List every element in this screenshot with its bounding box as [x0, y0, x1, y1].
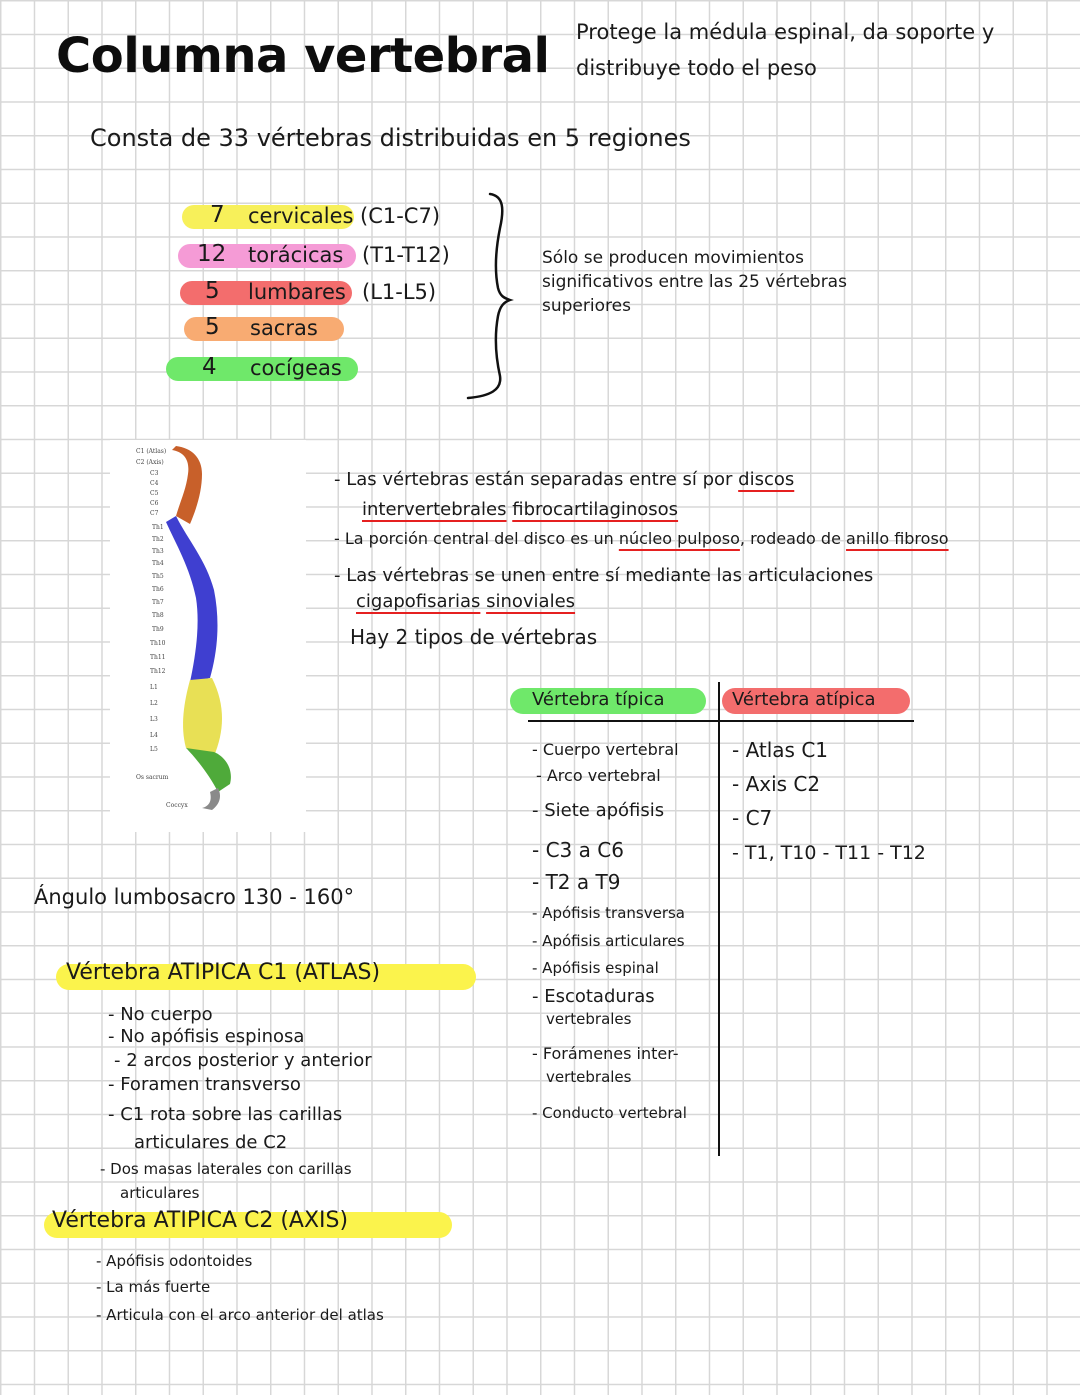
spine-label: Th9 [152, 626, 164, 633]
atlas-item: articulares de C2 [134, 1132, 288, 1153]
spine-label: C1 (Atlas) [136, 448, 167, 455]
spine-label: Os sacrum [136, 774, 169, 781]
spine-label: Th3 [152, 548, 164, 555]
axis-item: - Articula con el arco anterior del atlas [96, 1306, 384, 1324]
term-intervertebrales: intervertebrales [362, 499, 507, 520]
region-count: 4 [202, 354, 217, 380]
tipica-item: - Escotaduras [532, 986, 655, 1007]
tipica-item: - Conducto vertebral [532, 1104, 687, 1122]
spine-label: Th6 [152, 586, 164, 593]
tipica-item: - T2 a T9 [532, 870, 621, 894]
region-name: lumbares [248, 280, 346, 304]
term-discos: discos [738, 469, 795, 490]
intro-text: Consta de 33 vértebras distribuidas en 5 regiones [90, 124, 691, 152]
vertebra-types-table [510, 682, 926, 1142]
atipica-item: - Axis C2 [732, 772, 821, 796]
tipica-item: - Apófisis transversa [532, 904, 685, 922]
tipica-item: vertebrales [546, 1010, 632, 1028]
tipica-item: - Arco vertebral [536, 766, 661, 785]
header-atipica: Vértebra atípica [732, 689, 876, 710]
note-4: Hay 2 tipos de vértebras [350, 625, 598, 649]
term-anillo-fibroso: anillo fibroso [846, 529, 949, 548]
table-column-rule [718, 682, 720, 1156]
axis-title: Vértebra ATIPICA C2 (AXIS) [52, 1208, 349, 1233]
note-1-line-1: - Las vértebras están separadas entre sí por discos [334, 469, 795, 490]
region-range: (T1-T12) [362, 243, 450, 267]
region-range: (C1-C7) [360, 204, 441, 228]
note-3-line-1: - Las vértebras se unen entre sí mediante las articulaciones [334, 565, 874, 586]
coccyx-region [202, 788, 220, 810]
note-3-line-2 [356, 591, 575, 612]
atlas-title: Vértebra ATIPICA C1 (ATLAS) [66, 960, 381, 985]
region-count: 5 [205, 278, 220, 304]
spine-label: C2 (Axis) [136, 459, 164, 466]
sacrum-region [186, 748, 231, 792]
spine-label: Th7 [152, 599, 164, 606]
region-lumbares [0, 278, 520, 308]
tipica-item: - C3 a C6 [532, 838, 624, 862]
spine-label: C5 [150, 490, 159, 497]
cervical-region [172, 446, 202, 524]
tipica-item: - Cuerpo vertebral [532, 740, 679, 759]
term-sinoviales: sinoviales [486, 591, 576, 612]
tipica-item: - Forámenes inter- [532, 1044, 679, 1063]
atipica-item: - T1, T10 - T11 - T12 [732, 842, 926, 864]
spine-label: Th1 [152, 524, 164, 531]
term-nucleo-pulposo: núcleo pulposo [618, 529, 740, 548]
table-header-rule [528, 720, 914, 722]
note-1-line-2 [362, 499, 678, 520]
region-coxigeas [0, 354, 520, 384]
lumbosacral-angle: Ángulo lumbosacro 130 - 160° [34, 885, 355, 909]
spine-label: C7 [150, 510, 159, 517]
spine-label: Th8 [152, 612, 164, 619]
page-title: Columna vertebral [56, 28, 550, 84]
brace-note: Sólo se producen movimientos significativos entre las 25 vértebras superiores [542, 248, 847, 316]
spine-label: Th10 [150, 640, 166, 647]
spine-label: Th12 [150, 668, 166, 675]
region-count: 5 [205, 314, 220, 340]
atlas-item: - No cuerpo [108, 1004, 213, 1025]
tipica-item: - Apófisis articulares [532, 932, 685, 950]
axis-item: - Apófisis odontoides [96, 1252, 253, 1270]
region-range: (L1-L5) [362, 280, 437, 304]
header-tipica: Vértebra típica [532, 689, 665, 710]
spine-label: Th4 [152, 560, 164, 567]
atlas-item: articulares [120, 1184, 200, 1202]
spine-label: L5 [150, 746, 158, 753]
atlas-item: - C1 rota sobre las carillas [108, 1104, 343, 1125]
region-name: sacras [250, 316, 318, 340]
region-count: 7 [210, 202, 225, 228]
region-count: 12 [197, 241, 227, 267]
tipica-item: - Apófisis espinal [532, 959, 659, 977]
term-cigapofisarias: cigapofisarias [356, 591, 481, 612]
spine-label: L2 [150, 700, 158, 707]
spine-label: L3 [150, 716, 158, 723]
lumbar-region [183, 678, 222, 756]
region-name: cocígeas [250, 356, 342, 380]
thoracic-region [166, 516, 217, 682]
atipica-item: - C7 [732, 806, 773, 830]
spine-label: L1 [150, 684, 158, 691]
tipica-item: vertebrales [546, 1068, 632, 1086]
atlas-item: - Dos masas laterales con carillas [100, 1160, 352, 1178]
atlas-item: - Foramen transverso [108, 1074, 301, 1095]
note-2: - La porción central del disco es un núcleo pulposo, rodeado de anillo fibroso [334, 529, 949, 548]
disc-notes [334, 463, 1054, 653]
axis-item: - La más fuerte [96, 1278, 211, 1296]
atipica-item: - Atlas C1 [732, 738, 829, 762]
region-toracicas [0, 241, 520, 271]
term-fibrocartilaginosos: fibrocartilaginosos [512, 499, 679, 520]
region-sacras [0, 314, 520, 344]
spine-label: Coccyx [166, 802, 188, 809]
spine-label: Th11 [150, 654, 166, 661]
spine-label: C4 [150, 480, 159, 487]
spine-label: Th2 [152, 536, 164, 543]
tagline: Protege la médula espinal, da soporte y distribuye todo el peso [576, 20, 995, 80]
brace-icon [460, 188, 520, 403]
spine-label: Th5 [152, 573, 164, 580]
spine-label: C6 [150, 500, 159, 507]
spine-figure [110, 440, 306, 832]
tipica-item: - Siete apófisis [532, 800, 665, 821]
region-name: torácicas [248, 243, 344, 267]
atlas-item: - 2 arcos posterior y anterior [114, 1050, 372, 1071]
spine-label: C3 [150, 470, 159, 477]
region-name: cervicales [248, 204, 354, 228]
spine-label: L4 [150, 732, 158, 739]
regions-list [0, 196, 520, 396]
atlas-item: - No apófisis espinosa [108, 1026, 305, 1047]
region-cervicales [0, 202, 520, 232]
